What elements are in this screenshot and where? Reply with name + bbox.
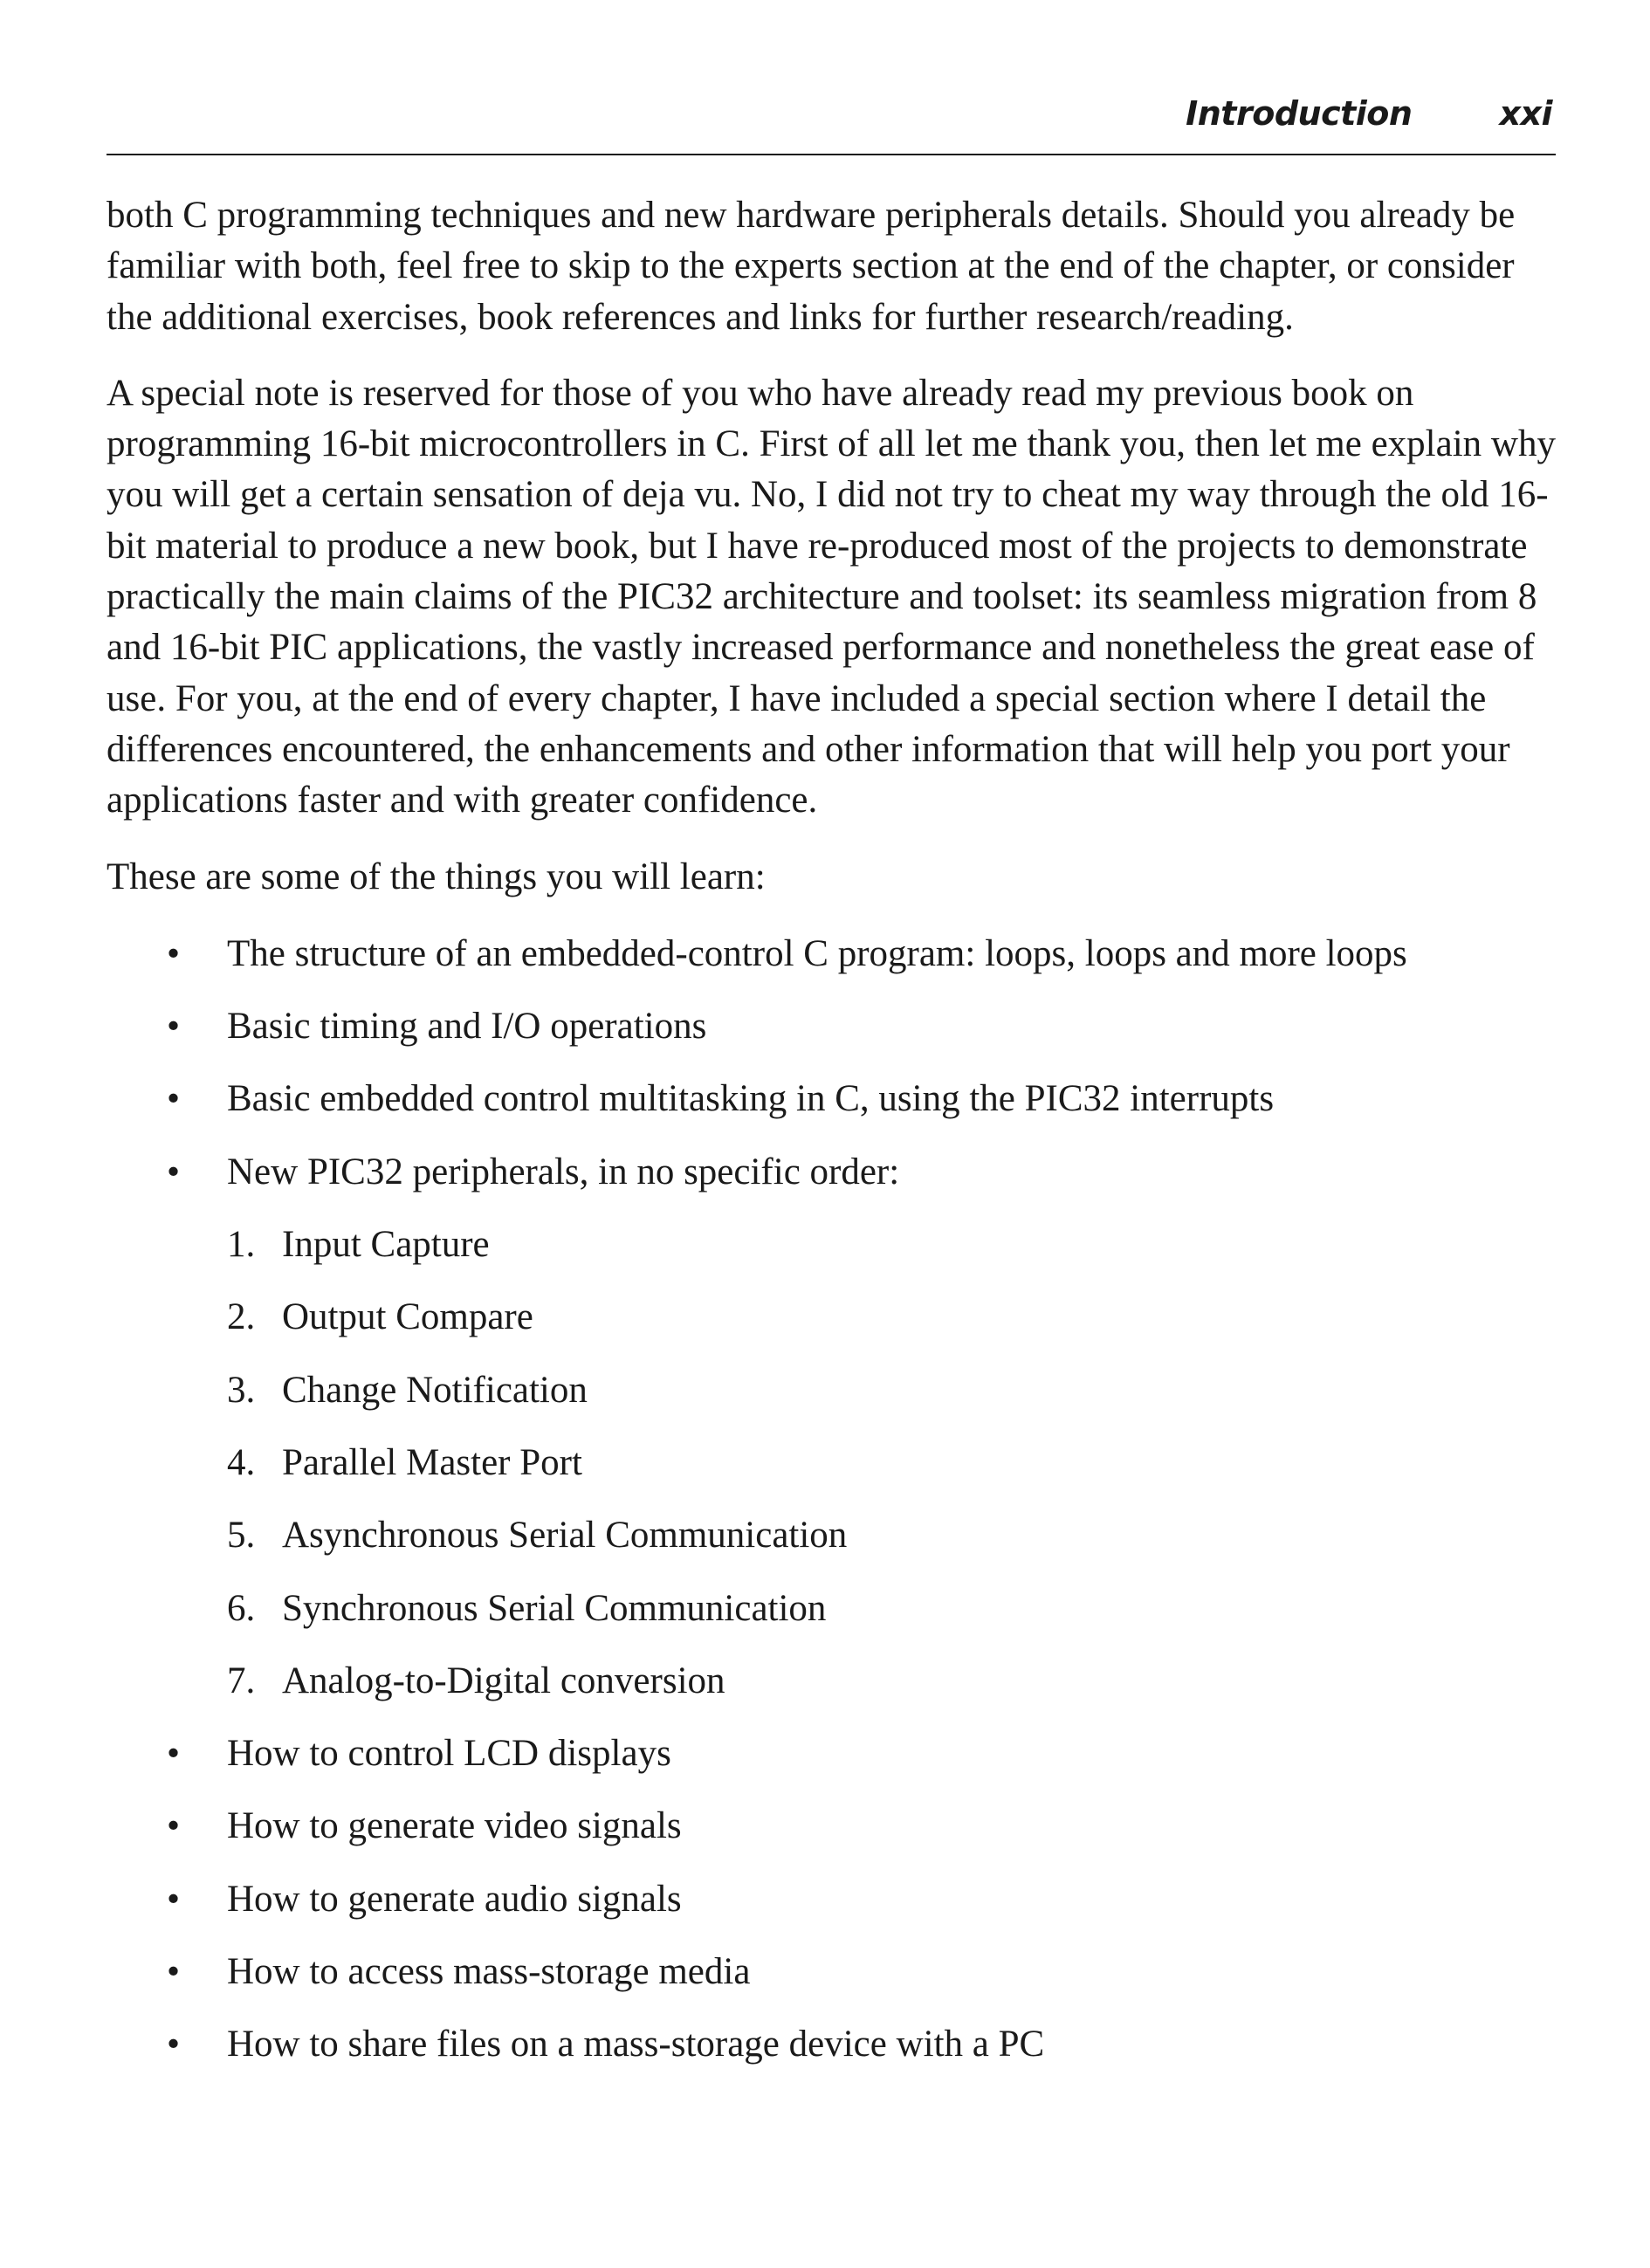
list-item bbox=[107, 1801, 1556, 1852]
list-item-text: How to generate video signals bbox=[227, 1805, 682, 1847]
numbered-item-text: Change Notification bbox=[282, 1369, 588, 1411]
list-item-text: The structure of an embedded-control C program: loops, loops and more loops bbox=[227, 932, 1407, 974]
body-text bbox=[107, 190, 1556, 2093]
item-number: 3. bbox=[227, 1369, 256, 1411]
numbered-item-text: Analog-to-Digital conversion bbox=[282, 1660, 725, 1701]
numbered-item-text: Synchronous Serial Communication bbox=[282, 1587, 827, 1629]
numbered-item-text: Input Capture bbox=[282, 1224, 490, 1266]
numbered-item bbox=[107, 1292, 1556, 1343]
list-item-text: How to control LCD displays bbox=[227, 1733, 671, 1775]
list-item bbox=[107, 929, 1556, 979]
bullet-icon: • bbox=[167, 1951, 181, 1993]
list-item-text: How to access mass-storage media bbox=[227, 1951, 751, 1993]
list-item bbox=[107, 1001, 1556, 1052]
item-number: 5. bbox=[227, 1515, 256, 1557]
paragraph-special-note: A special note is reserved for those of you who have already read my previous book on programming 16-bit microcontrollers in C. First of all let me thank you, then let me explain why you will get a certain sensation of deja vu. No, I did not try to cheat my way through the old 16-bit material to produce a new book, but I have re-produced most of the projects to demonstrate practically the main claims of the PIC32 architecture and toolset: its seamless migration from 8 and 16-bit PIC applications, the vastly increased performance and nonetheless the great ease of use. For you, at the end of every chapter, I have included a special section where I detail the differences encountered, the enhancements and other information that will help you port your applications faster and with greater confidence. bbox=[107, 372, 1556, 821]
list-item-text: How to generate audio signals bbox=[227, 1878, 682, 1920]
bullet-icon: • bbox=[167, 1151, 181, 1192]
list-item-text: Basic embedded control multitasking in C, using the PIC32 interrupts bbox=[227, 1078, 1275, 1120]
bullet-icon: • bbox=[167, 1733, 181, 1775]
list-item bbox=[107, 1074, 1556, 1124]
numbered-item-text: Parallel Master Port bbox=[282, 1441, 582, 1483]
list-item-text: How to share files on a mass-storage device with a PC bbox=[227, 2024, 1045, 2065]
numbered-item bbox=[107, 1365, 1556, 1416]
peripherals-list bbox=[107, 1220, 1556, 1707]
list-item-text: Basic timing and I/O operations bbox=[227, 1006, 707, 1048]
bullet-icon: • bbox=[167, 1078, 181, 1120]
list-item bbox=[107, 1947, 1556, 1997]
header-page-number: xxi bbox=[1499, 94, 1552, 133]
header-section-title: Introduction bbox=[1186, 94, 1413, 133]
bullet-icon: • bbox=[167, 1878, 181, 1920]
numbered-item bbox=[107, 1510, 1556, 1561]
numbered-item-text: Output Compare bbox=[282, 1296, 533, 1338]
bullet-icon: • bbox=[167, 1805, 181, 1847]
list-item bbox=[107, 1147, 1556, 1198]
item-number: 2. bbox=[227, 1296, 256, 1338]
numbered-item-text: Asynchronous Serial Communication bbox=[282, 1515, 848, 1557]
header-rule bbox=[107, 154, 1556, 155]
numbered-item bbox=[107, 1220, 1556, 1270]
paragraph-list-intro: These are some of the things you will learn: bbox=[107, 856, 766, 897]
bullet-icon: • bbox=[167, 1006, 181, 1048]
bullet-icon: • bbox=[167, 2024, 181, 2065]
list-item bbox=[107, 1874, 1556, 1925]
book-page bbox=[107, 0, 1556, 2268]
bullet-icon: • bbox=[167, 932, 181, 974]
numbered-item bbox=[107, 1584, 1556, 1634]
running-header bbox=[107, 94, 1556, 147]
item-number: 7. bbox=[227, 1660, 256, 1701]
numbered-item bbox=[107, 1438, 1556, 1488]
item-number: 1. bbox=[227, 1224, 256, 1266]
paragraph-continued: both C programming techniques and new hardware peripherals details. Should you already be familiar with both, feel free to skip to the experts section at the end of the chapter, or consider the additional exercises, book references and links for further research/reading. bbox=[107, 195, 1516, 338]
item-number: 6. bbox=[227, 1587, 256, 1629]
list-item bbox=[107, 2019, 1556, 2070]
list-item bbox=[107, 1728, 1556, 1779]
numbered-item bbox=[107, 1656, 1556, 1707]
learning-list-continued bbox=[107, 1728, 1556, 2070]
item-number: 4. bbox=[227, 1441, 256, 1483]
learning-list bbox=[107, 929, 1556, 1198]
list-item-text: New PIC32 peripherals, in no specific order: bbox=[227, 1151, 900, 1192]
